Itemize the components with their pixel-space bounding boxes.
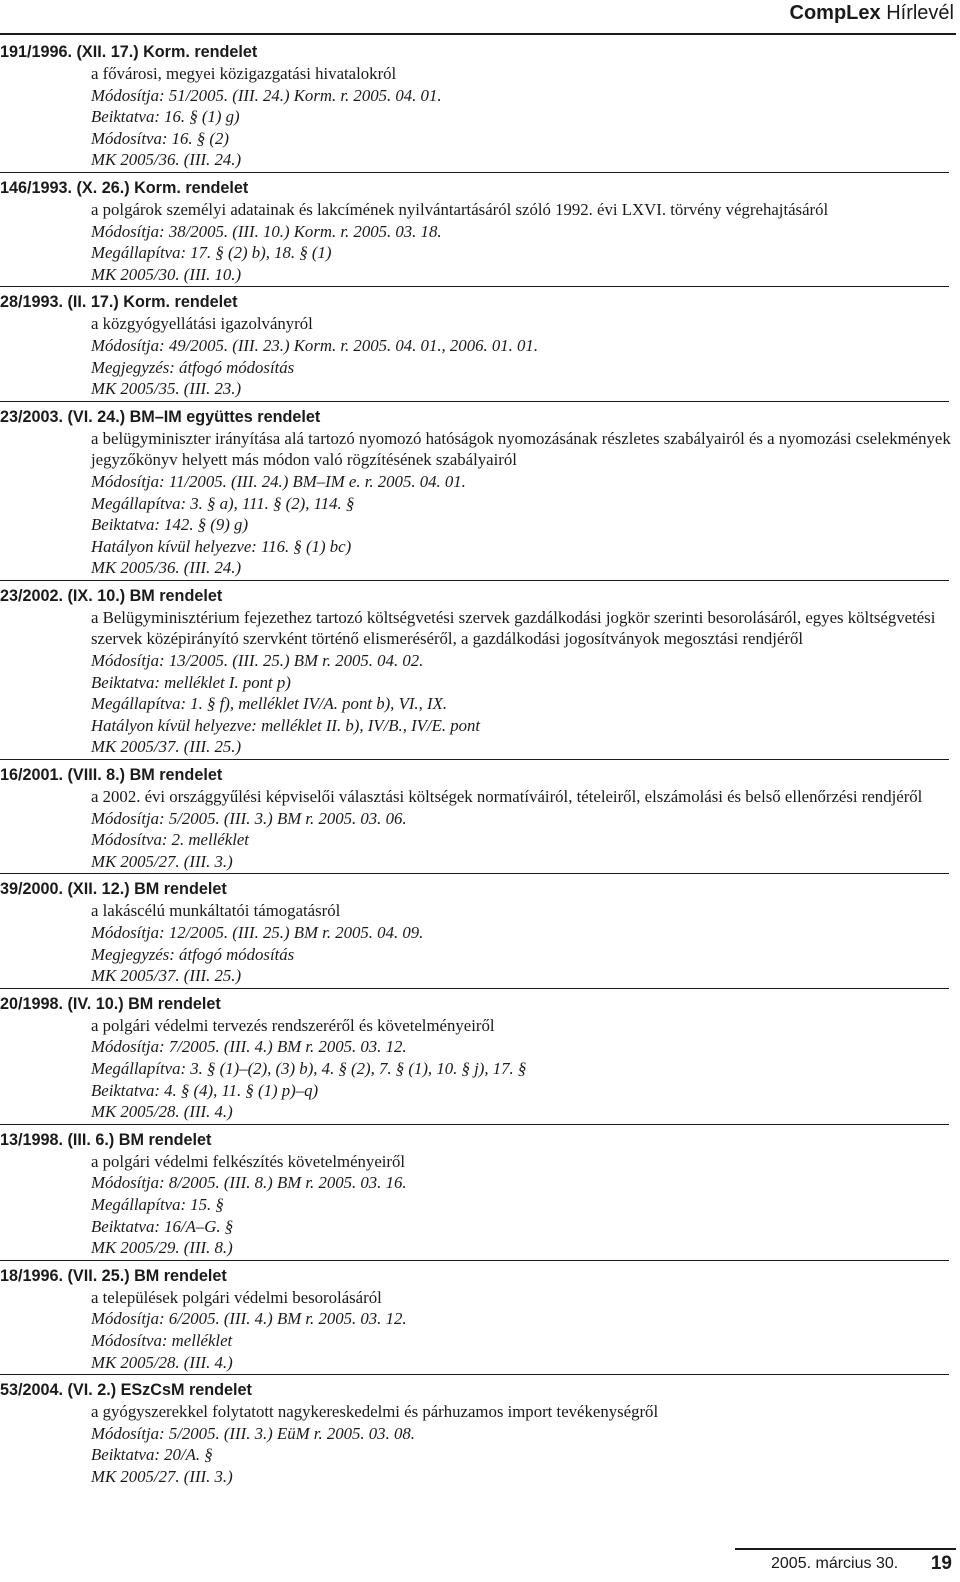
amendment-line: MK 2005/35. (III. 23.) [91, 379, 242, 399]
regulation-title: 191/1996. (XII. 17.) Korm. rendelet [0, 43, 258, 61]
amendment-line: Módosítja: 51/2005. (III. 24.) Korm. r. 2005. 04. 01. [91, 85, 442, 105]
regulation-subject: a polgári védelmi tervezés rendszeréről és követelményeiről [91, 1015, 495, 1035]
brand-name-light: Hírlevél [880, 2, 954, 24]
amendment-line: Módosítva: melléklet [91, 1330, 233, 1350]
regulation-entry [0, 41, 955, 173]
amendment-line: Hatályon kívül helyezve: 116. § (1) bc) [91, 536, 352, 556]
regulation-subject: a lakáscélú munkáltatói támogatásról [91, 901, 341, 921]
amendment-line: MK 2005/28. (III. 4.) [91, 1352, 233, 1372]
footer-rule [735, 1548, 956, 1550]
amendment-line: Módosítja: 49/2005. (III. 23.) Korm. r. 2005. 04. 01., 2006. 01. 01. [91, 335, 539, 355]
amendment-line: Megállapítva: 3. § a), 111. § (2), 114. § [91, 493, 355, 513]
amendment-line: MK 2005/36. (III. 24.) [91, 558, 242, 578]
entry-separator [0, 873, 949, 874]
amendment-line: Módosítja: 11/2005. (III. 24.) BM–IM e. r. 2005. 04. 01. [91, 471, 466, 491]
brand-name-bold: CompLex [789, 2, 881, 24]
regulation-entry [0, 177, 955, 287]
amendment-line: Beiktatva: 16. § (1) g) [91, 107, 240, 127]
entry-separator [0, 401, 949, 402]
header-rule [0, 33, 956, 35]
amendment-line: Módosítja: 5/2005. (III. 3.) BM r. 2005. 03. 06. [91, 808, 407, 828]
amendment-line: MK 2005/27. (III. 3.) [91, 851, 233, 871]
regulation-subject: a 2002. évi országgyűlési képviselői választási költségek normatíváiról, tételeiről, elszámolási és belső ellenőrzési rendjéről [91, 787, 923, 807]
regulation-subject: a települések polgári védelmi besorolásáról [91, 1287, 382, 1307]
amendment-line: MK 2005/28. (III. 4.) [91, 1102, 233, 1122]
regulation-entry [0, 764, 955, 874]
entry-separator [0, 172, 949, 173]
regulation-subject: a közgyógyellátási igazolványról [91, 314, 313, 334]
issue-date: 2005. március 30. [771, 1555, 899, 1572]
amendment-line: Módosítja: 6/2005. (III. 4.) BM r. 2005. 03. 12. [91, 1309, 407, 1329]
regulation-title: 28/1993. (II. 17.) Korm. rendelet [0, 293, 238, 312]
regulation-subject: a gyógyszerekkel folytatott nagykereskedelmi és párhuzamos import tevékenységről [91, 1402, 659, 1422]
regulation-entry [0, 1265, 955, 1375]
regulation-title: 23/2002. (IX. 10.) BM rendelet [0, 586, 223, 605]
entry-separator [0, 988, 949, 989]
regulation-subject: a polgári védelmi felkészítés követelményeiről [91, 1151, 406, 1171]
amendment-line: Beiktatva: 16/A–G. § [91, 1216, 234, 1236]
entry-separator [0, 580, 949, 581]
amendment-line: Módosítja: 13/2005. (III. 25.) BM r. 2005. 04. 02. [91, 651, 424, 671]
regulation-details [0, 1151, 955, 1259]
regulation-entry [0, 1379, 955, 1487]
amendment-line: Megállapítva: 17. § (2) b), 18. § (1) [91, 243, 332, 263]
regulation-title: 146/1993. (X. 26.) Korm. rendelet [0, 178, 249, 197]
page-number: 19 [930, 1553, 952, 1574]
amendment-line: Módosítja: 7/2005. (III. 4.) BM r. 2005. 03. 12. [91, 1037, 407, 1057]
regulation-title: 53/2004. (VI. 2.) ESzCsM rendelet [0, 1381, 252, 1400]
regulation-title: 23/2003. (VI. 24.) BM–IM együttes rendelet [0, 407, 321, 426]
regulation-details [0, 63, 955, 171]
amendment-line: Módosítja: 5/2005. (III. 3.) EüM r. 2005. 03. 08. [91, 1423, 415, 1443]
amendment-line: MK 2005/36. (III. 24.) [91, 150, 242, 170]
regulation-entry [0, 1129, 955, 1261]
regulation-title: 18/1996. (VII. 25.) BM rendelet [0, 1266, 227, 1285]
publication-brand [790, 2, 954, 25]
regulation-subject: a polgárok személyi adatainak és lakcímének nyilvántartásáról szóló 1992. évi LXVI. törvény végrehajtásáról [91, 199, 829, 219]
amendment-line: Megjegyzés: átfogó módosítás [91, 357, 295, 377]
regulation-details [0, 428, 955, 579]
regulation-subject: a belügyminiszter irányítása alá tartozó nyomozó hatóságok nyomozásának részletes szabályairól és a nyomozási cselekmények jegyzőkönyv helyett más módon való rögzítésének szabályairól [91, 428, 951, 470]
amendment-line: Hatályon kívül helyezve: melléklet II. b), IV/B., IV/E. pont [91, 715, 481, 735]
amendment-line: Megállapítva: 15. § [91, 1194, 224, 1214]
regulation-details [0, 1287, 955, 1373]
entries-list [0, 41, 955, 1487]
regulation-subject: a fővárosi, megyei közigazgatási hivatalokról [91, 64, 397, 83]
regulation-title: 20/1998. (IV. 10.) BM rendelet [0, 994, 221, 1013]
regulation-entry [0, 878, 955, 988]
regulation-details [0, 607, 955, 758]
regulation-details [0, 1015, 955, 1123]
amendment-line: Módosítja: 8/2005. (III. 8.) BM r. 2005. 03. 16. [91, 1173, 407, 1193]
amendment-line: MK 2005/29. (III. 8.) [91, 1238, 233, 1258]
amendment-line: Megállapítva: 3. § (1)–(2), (3) b), 4. § (2), 7. § (1), 10. § j), 17. § [91, 1058, 527, 1078]
amendment-line: Beiktatva: 20/A. § [91, 1445, 213, 1465]
amendment-line: MK 2005/30. (III. 10.) [91, 264, 242, 284]
entry-separator [0, 286, 949, 287]
regulation-subject: a Belügyminisztérium fejezethez tartozó költségvetési szervek gazdálkodási jogkör szerinti besorolásáról, egyes költségvetési szervek középirányító szervként történő elismeréséről, a gazdálkodási jogosítványok megosztási rendjéről [91, 607, 936, 649]
regulation-details [0, 900, 955, 986]
entry-separator [0, 759, 949, 760]
entry-separator [0, 1374, 949, 1375]
entry-separator [0, 1124, 949, 1125]
amendment-line: MK 2005/27. (III. 3.) [91, 1466, 233, 1486]
regulation-title: 16/2001. (VIII. 8.) BM rendelet [0, 766, 223, 785]
regulation-title: 39/2000. (XII. 12.) BM rendelet [0, 880, 227, 899]
regulation-details [0, 313, 955, 399]
regulation-details [0, 1401, 955, 1487]
regulation-entry [0, 406, 955, 581]
regulation-title: 13/1998. (III. 6.) BM rendelet [0, 1130, 212, 1149]
amendment-line: MK 2005/37. (III. 25.) [91, 966, 242, 986]
amendment-line: Beiktatva: 142. § (9) g) [91, 515, 249, 535]
amendment-line: Beiktatva: 4. § (4), 11. § (1) p)–q) [91, 1080, 319, 1100]
amendment-line: Megállapítva: 1. § f), melléklet IV/A. pont b), VI., IX. [91, 694, 448, 714]
amendment-line: Módosítva: 16. § (2) [91, 128, 229, 148]
regulation-details [0, 786, 955, 872]
regulation-details [0, 199, 955, 285]
amendment-line: Beiktatva: melléklet I. pont p) [91, 672, 291, 692]
regulation-entry [0, 993, 955, 1125]
regulation-entry [0, 585, 955, 760]
amendment-line: Módosítja: 12/2005. (III. 25.) BM r. 2005. 04. 09. [91, 923, 424, 942]
amendment-line: Módosítva: 2. melléklet [91, 830, 249, 850]
amendment-line: MK 2005/37. (III. 25.) [91, 737, 242, 757]
entry-separator [0, 1260, 949, 1261]
regulation-entry [0, 291, 955, 401]
amendment-line: Megjegyzés: átfogó módosítás [91, 944, 295, 964]
amendment-line: Módosítja: 38/2005. (III. 10.) Korm. r. 2005. 03. 18. [91, 221, 442, 241]
